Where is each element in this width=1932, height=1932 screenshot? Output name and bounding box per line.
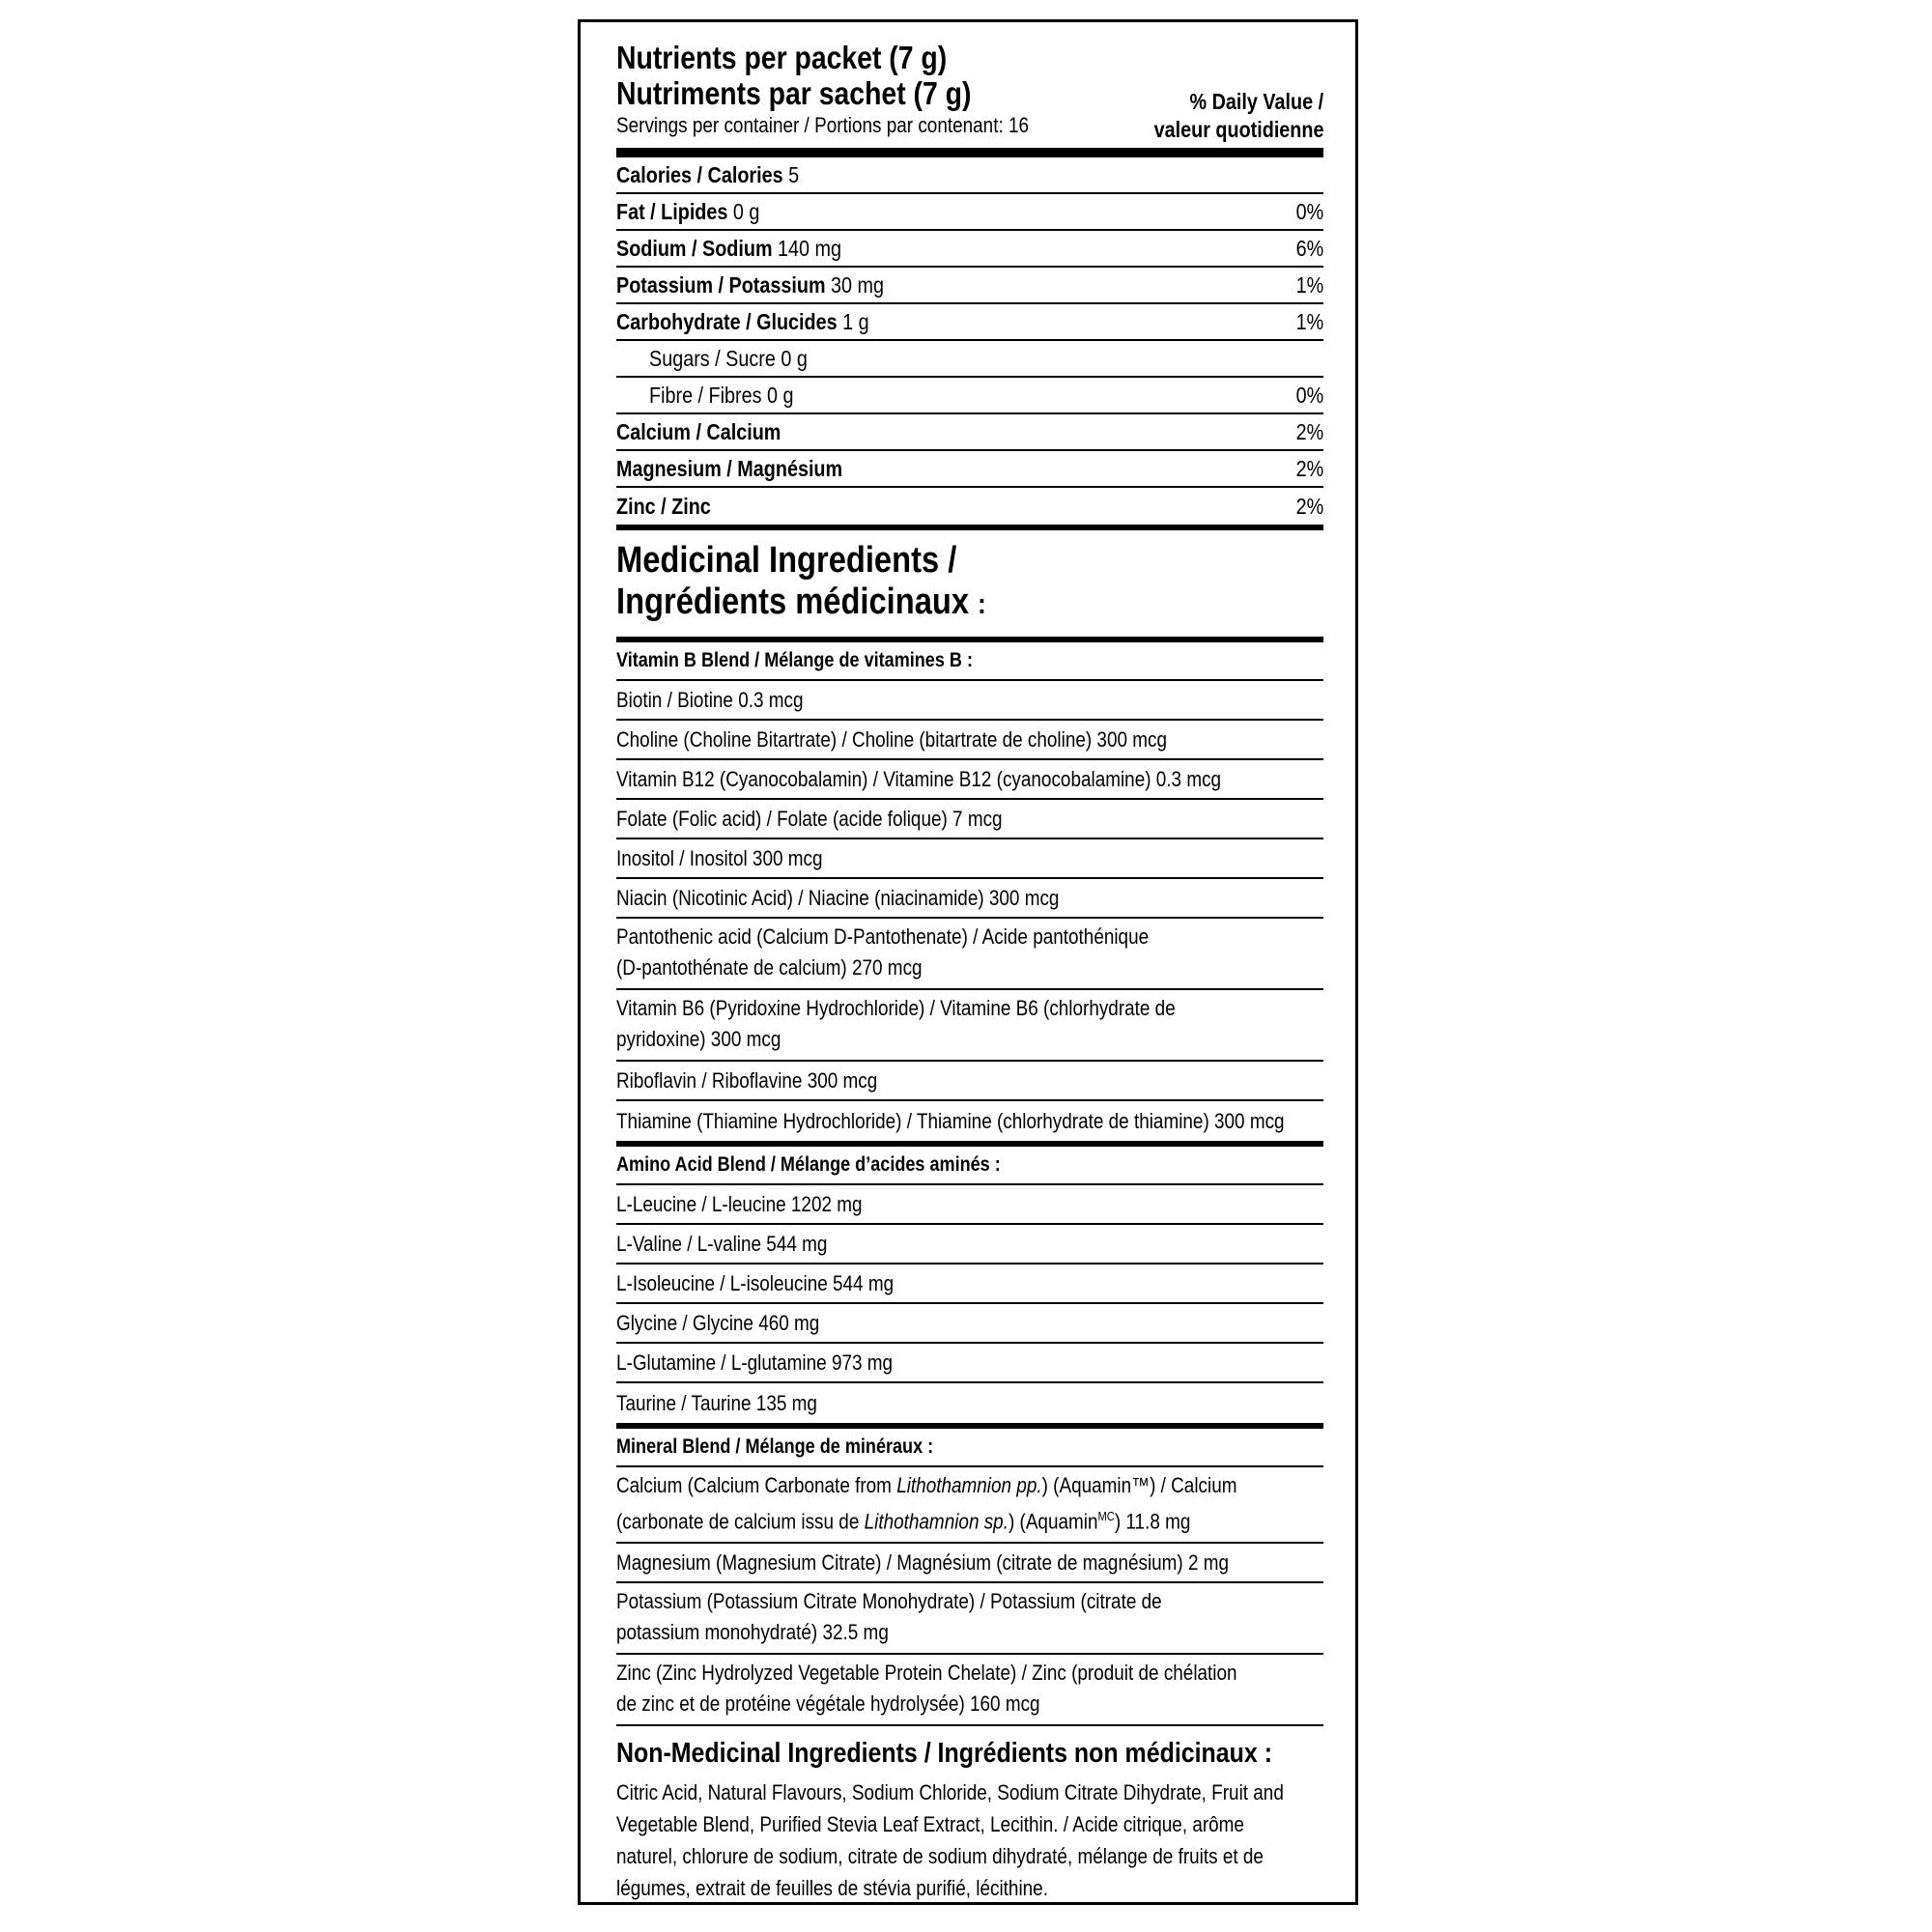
ingredient-row-zinc: Zinc (Zinc Hydrolyzed Vegetable Protein Chelate) / Zinc (produit de chélation de zinc et de protéine végétale hydrolysée) 160 mcg <box>616 1655 1323 1726</box>
nutrient-dv: 1% <box>1295 271 1323 298</box>
blend-title: Amino Acid Blend / Mélange d’acides aminés : <box>616 1147 1323 1185</box>
mineral-blend <box>616 1429 1323 1726</box>
nutrient-dv: 0% <box>1295 198 1323 224</box>
servings-per-container: Servings per container / Portions par contenant: 16 <box>616 113 1030 137</box>
ingredient-row: L-Valine / L-valine 544 mg <box>616 1225 1323 1264</box>
ingredient-row: Riboflavin / Riboflavine 300 mcg <box>616 1062 1323 1101</box>
title-french: Nutriments par sachet (7 g) <box>616 75 972 111</box>
nutrient-name: Carbohydrate / Glucides <box>616 308 838 334</box>
ingredient-row: Vitamin B6 (Pyridoxine Hydrochloride) / Vitamine B6 (chlorhydrate de pyridoxine) 300 mcg <box>616 990 1323 1062</box>
title-english: Nutrients per packet (7 g) <box>616 40 948 75</box>
label-header <box>616 40 1323 148</box>
nutrient-name: Calories / Calories <box>616 161 783 187</box>
ingredient-row: L-Glutamine / L-glutamine 973 mg <box>616 1344 1323 1383</box>
ingredient-row: L-Leucine / L-leucine 1202 mg <box>616 1185 1323 1225</box>
non-medicinal-heading: Non-Medicinal Ingredients / Ingrédients non médicinaux : <box>616 1738 1272 1770</box>
nutrient-row-carbohydrate <box>616 304 1323 341</box>
nutrient-row-fibre <box>616 378 1323 414</box>
nutrient-row-zinc <box>616 488 1323 525</box>
nutrient-row-sodium <box>616 231 1323 268</box>
nutrient-row-sugars <box>616 341 1323 378</box>
nutrient-name: Calcium / Calcium <box>616 418 781 444</box>
amino-acid-blend <box>616 1147 1323 1423</box>
blend-title: Mineral Blend / Mélange de minéraux : <box>616 1429 1323 1467</box>
ingredient-row: Glycine / Glycine 460 mg <box>616 1304 1323 1344</box>
nutrient-amount: 1 g <box>842 308 869 334</box>
ingredient-row-magnesium: Magnesium (Magnesium Citrate) / Magnésium (citrate de magnésium) 2 mg <box>616 1544 1323 1583</box>
blend-title: Vitamin B Blend / Mélange de vitamines B : <box>616 642 1323 681</box>
ingredient-row-calcium: Calcium (Calcium Carbonate from Lithothamnion pp.) (Aquamin™) / Calcium (carbonate de calcium issu de Lithothamnion sp.) (Aquamin$^{MC}$) 11.8 mg <box>616 1467 1323 1544</box>
ingredient-row: Pantothenic acid (Calcium D-Pantothenate) / Acide pantothénique (D-pantothénate de calcium) 270 mcg <box>616 919 1323 990</box>
nutrient-row-magnesium <box>616 451 1323 488</box>
ingredient-row-potassium: Potassium (Potassium Citrate Monohydrate) / Potassium (citrate de potassium monohydraté) 32.5 mg <box>616 1583 1323 1655</box>
ingredient-row: Folate (Folic acid) / Folate (acide folique) 7 mcg <box>616 800 1323 839</box>
nutrient-row-calcium <box>616 414 1323 451</box>
nutrient-amount: 30 mg <box>831 271 885 298</box>
nutrient-amount: 5 <box>788 161 800 187</box>
nutrient-name: Zinc / Zinc <box>616 493 711 519</box>
medicinal-heading: Medicinal Ingredients / Ingrédients médicinaux : <box>616 540 986 622</box>
nutrient-dv: 2% <box>1295 418 1323 444</box>
ingredient-row: Choline (Choline Bitartrate) / Choline (bitartrate de choline) 300 mcg <box>616 721 1323 760</box>
nutrient-name: Fat / Lipides <box>616 198 728 224</box>
nutrient-amount: 140 mg <box>778 235 842 261</box>
ingredient-row: Biotin / Biotine 0.3 mcg <box>616 681 1323 721</box>
ingredient-row: Vitamin B12 (Cyanocobalamin) / Vitamine B12 (cyanocobalamine) 0.3 mcg <box>616 760 1323 800</box>
ingredient-row: L-Isoleucine / L-isoleucine 544 mg <box>616 1264 1323 1304</box>
non-medicinal-text: Citric Acid, Natural Flavours, Sodium Chloride, Sodium Citrate Dihydrate, Fruit and Vegetable Blend, Purified Stevia Leaf Extract, Lecithin. / Acide citrique, arôme naturel, chlorure de sodium, citrate de sodium dihydraté, mélange de fruits et de légumes, extrait de feuilles de stévia purifié, lécithine. <box>616 1780 1284 1901</box>
nutrient-dv: 6% <box>1295 235 1323 261</box>
nutrient-dv: 2% <box>1295 455 1323 481</box>
nutrient-amount: 0 g <box>732 198 760 224</box>
nutrient-name: Potassium / Potassium <box>616 271 826 298</box>
ingredient-row: Taurine / Taurine 135 mg <box>616 1390 817 1415</box>
nutrient-row-calories <box>616 157 1323 194</box>
vitamin-b-blend <box>616 642 1323 1141</box>
daily-value-heading: % Daily Value / valeur quotidienne <box>1153 89 1323 142</box>
nutrient-row-potassium <box>616 268 1323 304</box>
ingredient-row: Thiamine (Thiamine Hydrochloride) / Thiamine (chlorhydrate de thiamine) 300 mcg <box>616 1108 1285 1133</box>
nutrient-row-fat <box>616 194 1323 231</box>
nutrient-dv: 0% <box>1295 382 1323 408</box>
ingredient-row: Inositol / Inositol 300 mcg <box>616 839 1323 879</box>
nutrient-name: Sugars / Sucre 0 g <box>649 345 808 371</box>
ingredient-row: Niacin (Nicotinic Acid) / Niacine (niacinamide) 300 mcg <box>616 879 1323 919</box>
nutrient-table <box>616 157 1323 525</box>
nutrient-dv: 1% <box>1295 308 1323 334</box>
nutrient-name: Fibre / Fibres 0 g <box>649 382 794 408</box>
nutrition-label <box>578 19 1358 1905</box>
nutrient-dv: 2% <box>1295 493 1323 519</box>
nutrient-name: Sodium / Sodium <box>616 235 773 261</box>
header-divider <box>616 148 1323 157</box>
label-content <box>616 40 1323 1904</box>
nutrient-name: Magnesium / Magnésium <box>616 455 843 481</box>
